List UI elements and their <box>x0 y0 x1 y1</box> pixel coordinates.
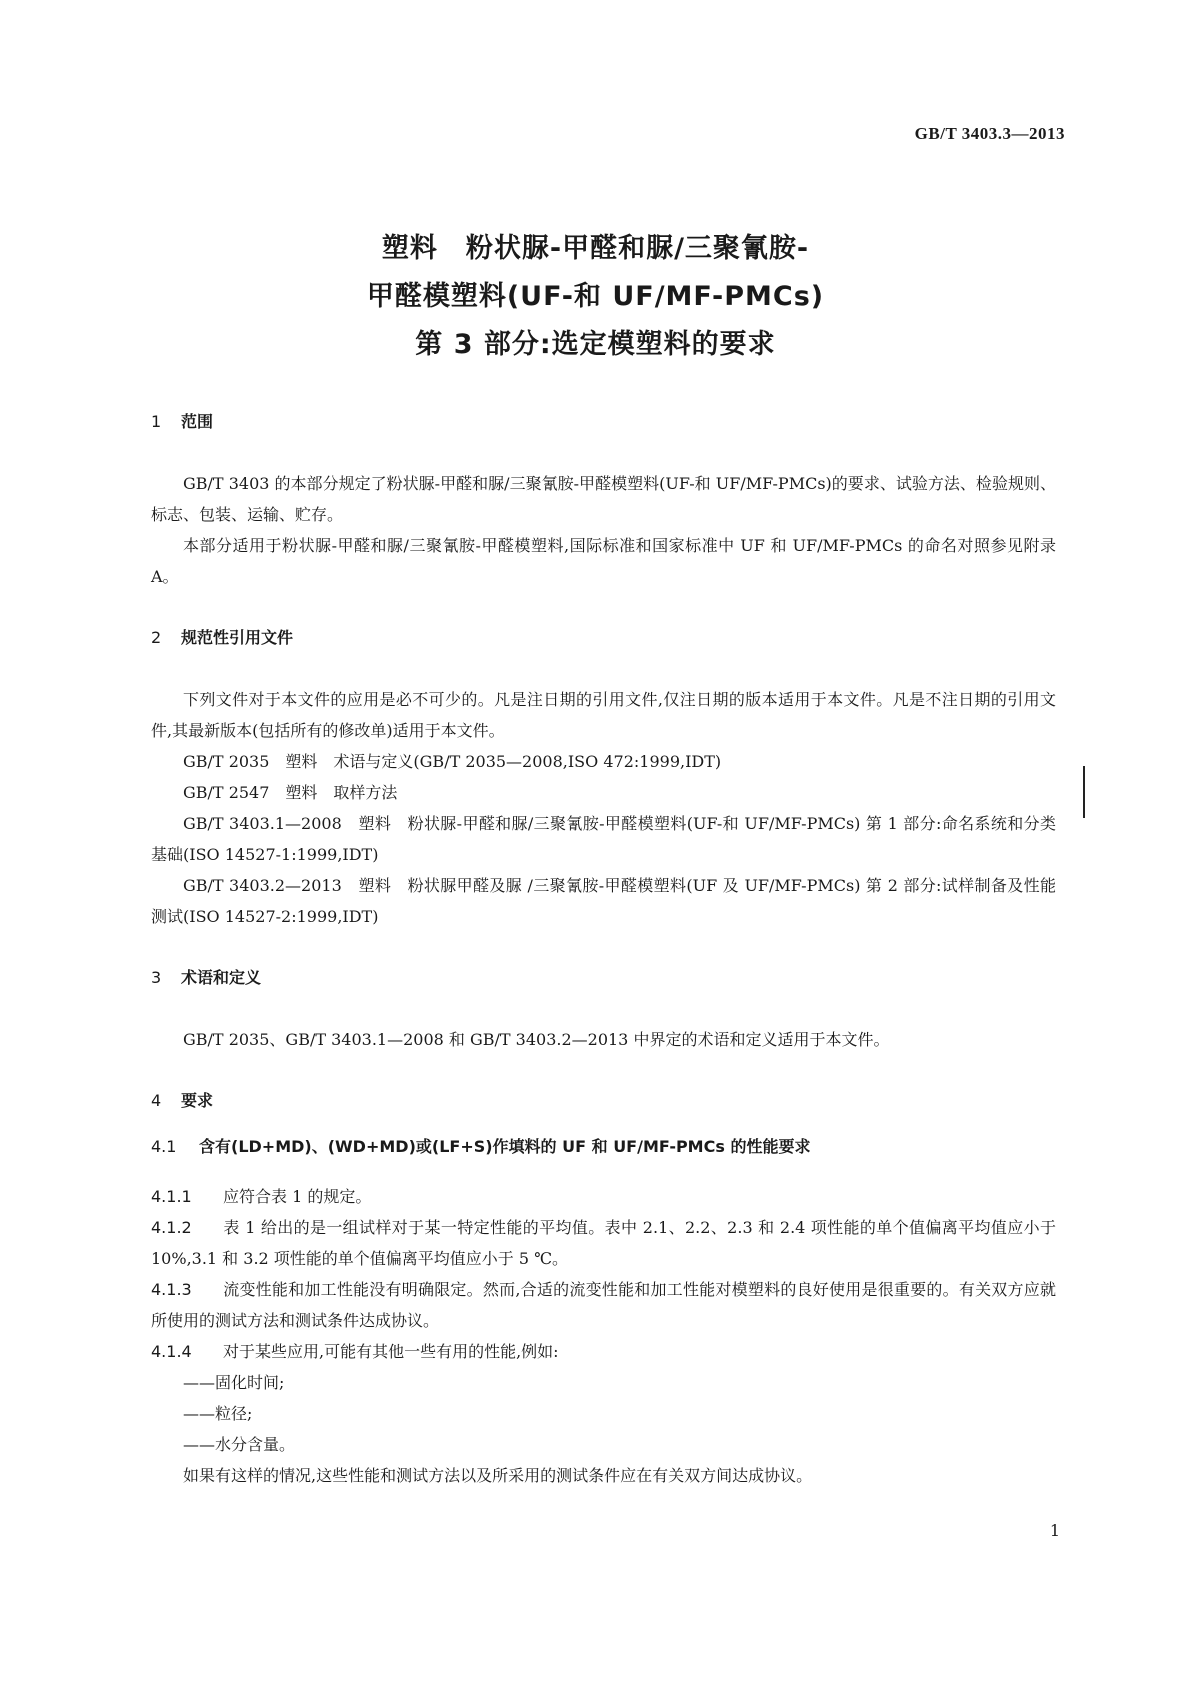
section-title: 要求 <box>181 1091 214 1110</box>
section-number: 2 <box>151 628 162 647</box>
document-body <box>151 410 1056 1491</box>
clause-number: 4.1.4 <box>151 1342 192 1361</box>
section-number: 1 <box>151 412 162 431</box>
section-title: 规范性引用文件 <box>181 628 294 647</box>
reference-item: GB/T 3403.1—2008 塑料 粉状脲-甲醛和脲/三聚氰胺-甲醛模塑料(UF-和 UF/MF-PMCs) 第 1 部分:命名系统和分类基础(ISO 14527-1:1999,IDT) <box>151 814 1056 864</box>
clause-4-1-4 <box>151 1336 1056 1367</box>
reference-item: GB/T 3403.2—2013 塑料 粉状脲甲醛及脲 /三聚氰胺-甲醛模塑料(UF 及 UF/MF-PMCs) 第 2 部分:试样制备及性能测试(ISO 14527-2:1999,IDT) <box>151 876 1056 926</box>
clause-text: 对于某些应用,可能有其他一些有用的性能,例如: <box>223 1342 559 1361</box>
section-1-heading <box>151 410 1056 434</box>
references-intro: 下列文件对于本文件的应用是必不可少的。凡是注日期的引用文件,仅注日期的版本适用于本文件。凡是不注日期的引用文件,其最新版本(包括所有的修改单)适用于本文件。 <box>151 690 1056 740</box>
section-3-heading <box>151 966 1056 990</box>
scope-paragraph-1: GB/T 3403 的本部分规定了粉状脲-甲醛和脲/三聚氰胺-甲醛模塑料(UF-和 UF/MF-PMCs)的要求、试验方法、检验规则、标志、包装、运输、贮存。 <box>151 474 1056 524</box>
list-item: ——粒径; <box>183 1404 253 1423</box>
clause-number: 4.1.3 <box>151 1280 192 1299</box>
reference-item: GB/T 2035 塑料 术语与定义(GB/T 2035—2008,ISO 472:1999,IDT) <box>183 752 722 771</box>
clause-text: 流变性能和加工性能没有明确限定。然而,合适的流变性能和加工性能对模塑料的良好使用是很重要的。有关双方应就所使用的测试方法和测试条件达成协议。 <box>151 1280 1056 1330</box>
title-line-2: 甲醛模塑料(UF-和 UF/MF-PMCs) <box>366 281 825 312</box>
section-number: 3 <box>151 968 162 987</box>
list-item: ——固化时间; <box>183 1373 285 1392</box>
clause-number: 4.1.2 <box>151 1218 192 1237</box>
document-title <box>0 225 1191 369</box>
subsection-number: 4.1 <box>151 1137 177 1156</box>
clause-text: 表 1 给出的是一组试样对于某一特定性能的平均值。表中 2.1、2.2、2.3 和 2.4 项性能的单个值偏离平均值应小于 10%,3.1 和 3.2 项性能的单个值偏离平均值应小于 5 ℃。 <box>151 1218 1056 1268</box>
terms-paragraph: GB/T 2035、GB/T 3403.1—2008 和 GB/T 3403.2—2013 中界定的术语和定义适用于本文件。 <box>183 1030 890 1049</box>
section-title: 范围 <box>181 412 214 431</box>
section-number: 4 <box>151 1091 162 1110</box>
section-4-heading <box>151 1089 1056 1113</box>
subsection-title: 含有(LD+MD)、(WD+MD)或(LF+S)作填料的 UF 和 UF/MF-PMCs 的性能要求 <box>199 1137 811 1156</box>
reference-item: GB/T 2547 塑料 取样方法 <box>183 783 398 802</box>
title-line-3: 第 3 部分:选定模塑料的要求 <box>415 329 776 360</box>
clause-4-1-2 <box>151 1212 1056 1274</box>
change-bar <box>1083 766 1085 818</box>
page-number: 1 <box>1049 1521 1060 1540</box>
closing-paragraph: 如果有这样的情况,这些性能和测试方法以及所采用的测试条件应在有关双方间达成协议。 <box>183 1466 813 1485</box>
subsection-4-1-heading <box>151 1135 1056 1159</box>
scope-paragraph-2: 本部分适用于粉状脲-甲醛和脲/三聚氰胺-甲醛模塑料,国际标准和国家标准中 UF 和 UF/MF-PMCs 的命名对照参见附录 A。 <box>151 536 1056 586</box>
standard-code: GB/T 3403.3—2013 <box>914 124 1065 143</box>
clause-number: 4.1.1 <box>151 1187 192 1206</box>
title-line-1: 塑料 粉状脲-甲醛和脲/三聚氰胺- <box>381 233 810 264</box>
list-item: ——水分含量。 <box>183 1435 296 1454</box>
section-2-heading <box>151 626 1056 650</box>
clause-4-1-1 <box>151 1181 1056 1212</box>
section-title: 术语和定义 <box>181 968 262 987</box>
clause-text: 应符合表 1 的规定。 <box>223 1187 372 1206</box>
clause-4-1-3 <box>151 1274 1056 1336</box>
